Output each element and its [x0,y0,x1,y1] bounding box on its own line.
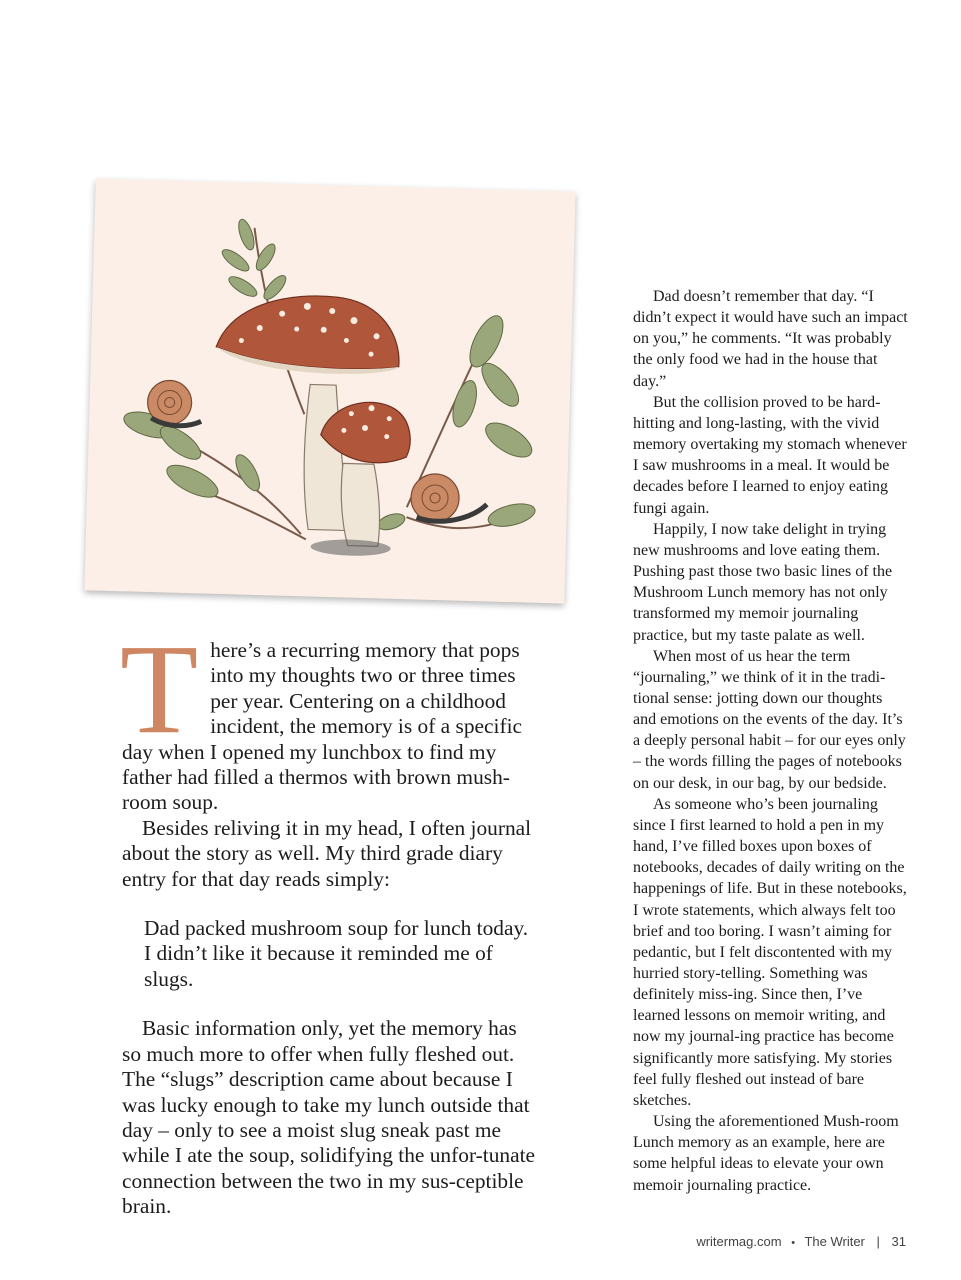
mushroom-snail-drawing [84,178,575,603]
footer-separator: | [876,1234,880,1249]
paragraph-basic-info: Basic information only, yet the memory has so much more to offer when fully fleshed out. The “slugs” description came about because I was lucky enough to take my lunch outside that day – only to see a moist slug sneak past me while I ate the soup, solidifying the unfor-tunate connection between the two in my sus-ceptible brain. [122,1016,536,1219]
drop-cap: T [120,618,199,760]
footer-site: writermag.com [696,1234,782,1249]
footer-bullet: • [791,1237,796,1249]
opening-paragraph [120,618,538,816]
article-left-column [120,618,538,1220]
footer-magazine: The Writer [804,1234,865,1249]
page-footer [696,1234,906,1249]
diary-quote: Dad packed mushroom soup for lunch today. I didn’t like it because it reminded me of slugs. [144,916,529,991]
right-paragraph: But the collision proved to be hard-hitting and long-lasting, with the vivid memory overtaking my stomach whenever I saw mushrooms in a meal. It would be decades before I learned to enjoy eating fungi again. [633,393,907,517]
opening-text: here’s a recurring memory that pops into my thoughts two or three times per year. Centering on a childhood incident, the memory is of a specific day when I opened my lunchbox to find my father had filled a thermos with brown mush-room soup. [122,638,523,815]
mushroom-illustration [84,178,575,603]
right-paragraph: Using the aforementioned Mush-room Lunch memory as an example, here are some helpful ideas to elevate your own memoir journaling practice. [633,1113,899,1194]
right-paragraph: When most of us hear the term “journaling,” we think of it in the tradi-tional sense: jotting down our thoughts and emotions on the events of the day. It’s a deeply personal habit – for our eyes only – the words filling the pages of notebooks on our desk, in our bag, by our bedside. [633,647,906,792]
right-paragraph: As someone who’s been journaling since I first learned to hold a pen in my hand, I’ve filled boxes upon boxes of notebooks, decades of daily writing on the happenings of life. But in these notebooks, I wrote statements, which always felt too brief and too boring. I wasn’t aiming for pedantic, but I felt discontented with my hurried story-telling. Something was definitely miss-ing. Since then, I’ve learned lessons on memoir writing, and now my journal-ing practice has become significantly more satisfying. My stories feel fully fleshed out instead of bare sketches. [633,795,907,1109]
paragraph-journal: Besides reliving it in my head, I often journal about the story as well. My third grade diary entry for that day reads simply: [122,815,532,891]
page-number: 31 [891,1234,906,1249]
right-paragraph: Happily, I now take delight in trying new mushrooms and love eating them. Pushing past those two basic lines of the Mushroom Lunch memory has not only transformed my memoir journaling practice, but my taste palate as well. [633,520,893,644]
right-paragraph: Dad doesn’t remember that day. “I didn’t expect it would have such an impact on you,” he comments. “It was probably the only food we had in the house that day.” [633,288,908,390]
article-right-column [633,286,909,1196]
